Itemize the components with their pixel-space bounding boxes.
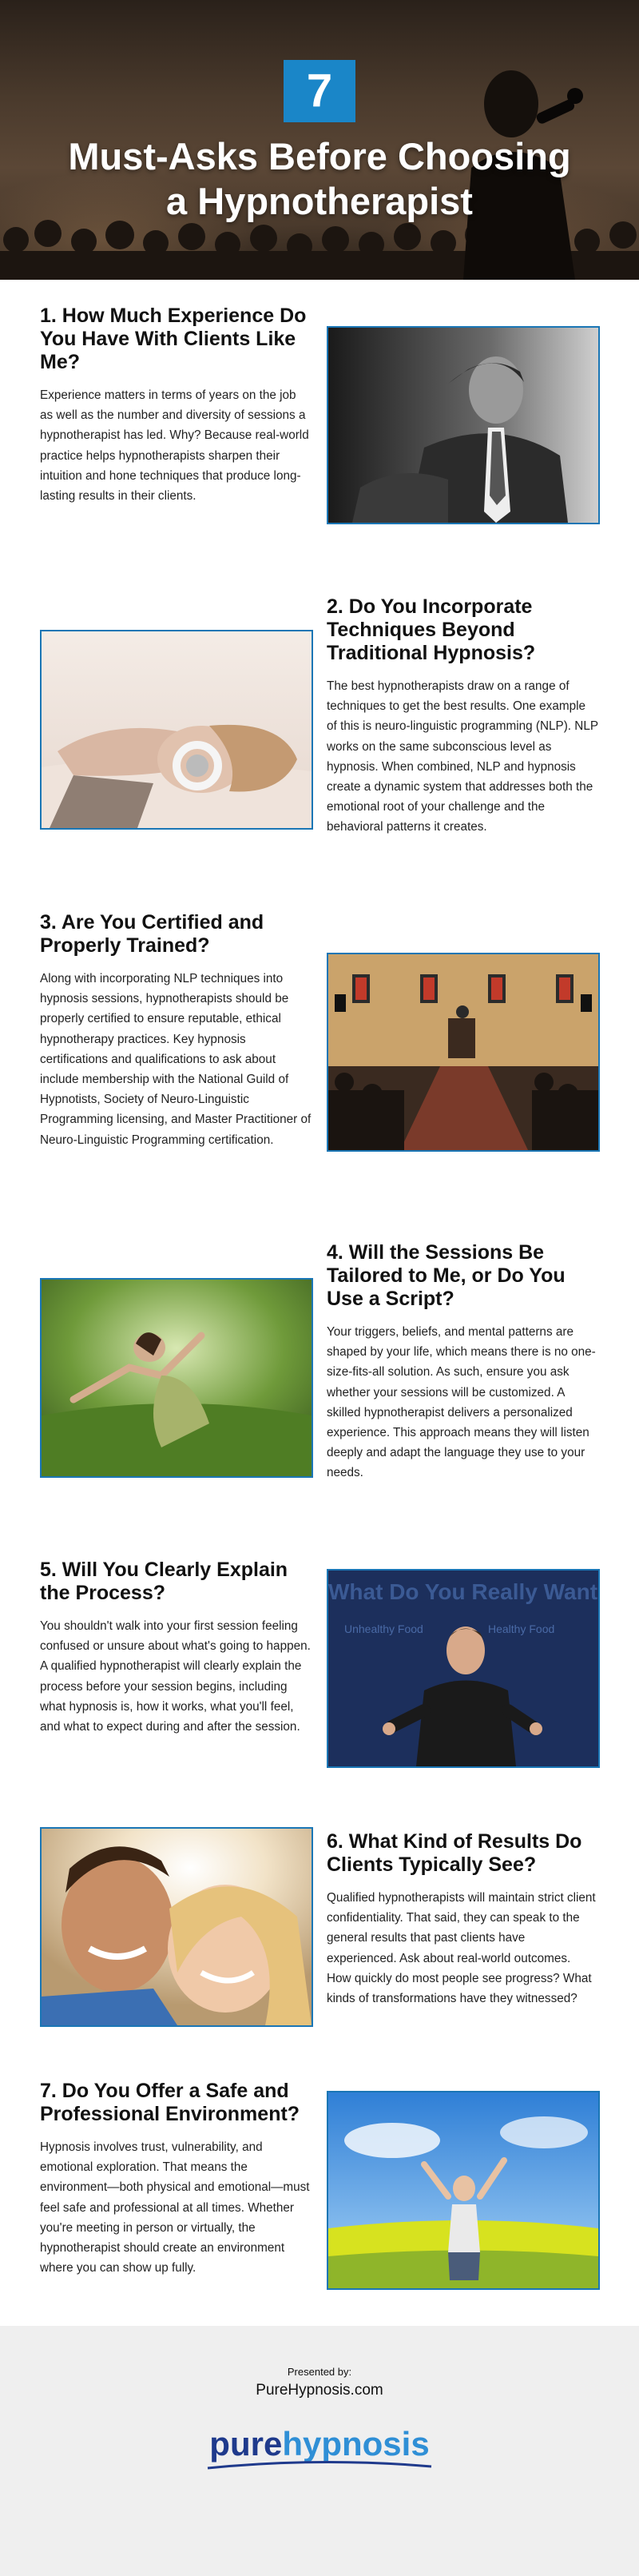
section-4-text (327, 1241, 598, 1483)
section-5-text (40, 1559, 312, 1737)
page-title (32, 134, 607, 224)
section-5-photo (327, 1569, 600, 1768)
logo-wordmark (209, 2425, 429, 2463)
presenter-slide-photo (328, 1571, 598, 1766)
section-3-text (40, 911, 312, 1150)
pure-hypnosis-logo[interactable] (200, 2422, 439, 2478)
section-2-body: The best hypnotherapists draw on a range of techniques to get the best results. One example of this is neuro-linguistic programming (NLP). NLP works on the same subconscious level as hypnosis. When combined, NLP and hypnosis create a dynamic system that addresses both the emotional root of your challenge and the behavioral patterns it creates. (327, 679, 598, 834)
slide-heading: What Do You Really Want (328, 1579, 598, 1604)
woman-headphones-photo (42, 631, 312, 828)
section-6-text (327, 1830, 598, 2009)
smiling-couple-photo (42, 1829, 312, 2025)
section-4-body: Your triggers, beliefs, and mental patterns are shaped by your life, which means there is no one-size-fits-all solution. As such, ensure you ask whether your sessions will be customized. A skilled hypnotherapist delivers a personalized experience. This approach means they will listen deeply and adapt the language they use to your needs. (327, 1325, 596, 1480)
section-4-title: 4. Will the Sessions Be Tailored to Me, or Do You Use a Script? (327, 1241, 566, 1310)
presented-by-label: Presented by: (287, 2366, 352, 2378)
title-line-1: Must-Asks Before Choosing (68, 135, 571, 177)
logo-swoosh (208, 2462, 431, 2468)
site-name[interactable]: PureHypnosis.com (256, 2382, 383, 2399)
section-6-title: 6. What Kind of Results Do Clients Typically See? (327, 1830, 582, 1876)
woman-flower-field-photo (328, 2092, 598, 2288)
section-5-body: You shouldn't walk into your first session feeling confused or unsure about what's going to happen. A qualified hypnotherapist will clearly explain the process before your session begins, including what hypnosis is, how it works, what you'll feel, and what to expect during and after the session. (40, 1619, 311, 1734)
section-3-photo (327, 953, 600, 1152)
section-2-text (327, 595, 598, 838)
section-2-title: 2. Do You Incorporate Techniques Beyond Traditional Hypnosis? (327, 595, 536, 664)
section-1-text (40, 305, 312, 506)
title-line-2: a Hypnotherapist (166, 180, 473, 222)
section-1-body: Experience matters in terms of years on the job as well as the number and diversity of sessions a hypnotherapist has led. Why? Because real-world practice helps hypnotherapists sharpen their intuition and hone techniques that produce long-lasting results in their clients. (40, 388, 309, 504)
section-7-title: 7. Do You Offer a Safe and Professional Environment? (40, 2080, 300, 2125)
section-6-photo (40, 1827, 313, 2027)
section-5-title: 5. Will You Clearly Explain the Process? (40, 1559, 288, 1604)
section-4-photo (40, 1278, 313, 1478)
logo-part-2: hypnosis (282, 2425, 430, 2463)
woman-in-field-photo (42, 1280, 312, 1476)
section-6-body: Qualified hypnotherapists will maintain strict client confidentiality. That said, they can speak to the general results that past clients have experienced. Ask about real-world outcomes. How quickly do most people see progress? What kinds of transformations have they witnessed? (327, 1891, 596, 2006)
section-2-photo (40, 630, 313, 830)
section-7-photo (327, 2091, 600, 2290)
slide-col-2: Healthy Food (488, 1622, 555, 1635)
section-1-photo (327, 326, 600, 524)
section-7-body: Hypnosis involves trust, vulnerability, and emotional exploration. That means the environment—both physical and emotional—must feel safe and professional at all times. Whether you're meeting in person or virtually, the hypnotherapist should create an environment where you can show up fully. (40, 2140, 310, 2275)
section-3-body: Along with incorporating NLP techniques into hypnosis sessions, hypnotherapists should be properly certified to ensure reputable, ethical hypnotherapy practices. Key hypnosis certifications and qualifications to ask about include membership with the National Guild of Hypnotists, Society of Neuro-Linguistic Programming licensing, and Master Practitioner of Neuro-Linguistic Programming certification. (40, 972, 312, 1147)
logo-part-1: pure (209, 2425, 283, 2463)
section-7-text (40, 2080, 312, 2278)
slide-col-1: Unhealthy Food (344, 1622, 423, 1635)
section-1-title: 1. How Much Experience Do You Have With Clients Like Me? (40, 305, 307, 373)
header-banner (0, 0, 639, 280)
conference-room-photo (328, 954, 598, 1150)
man-in-suit-photo (328, 328, 598, 523)
section-3-title: 3. Are You Certified and Properly Trained? (40, 911, 264, 957)
count-badge: 7 (284, 60, 355, 122)
